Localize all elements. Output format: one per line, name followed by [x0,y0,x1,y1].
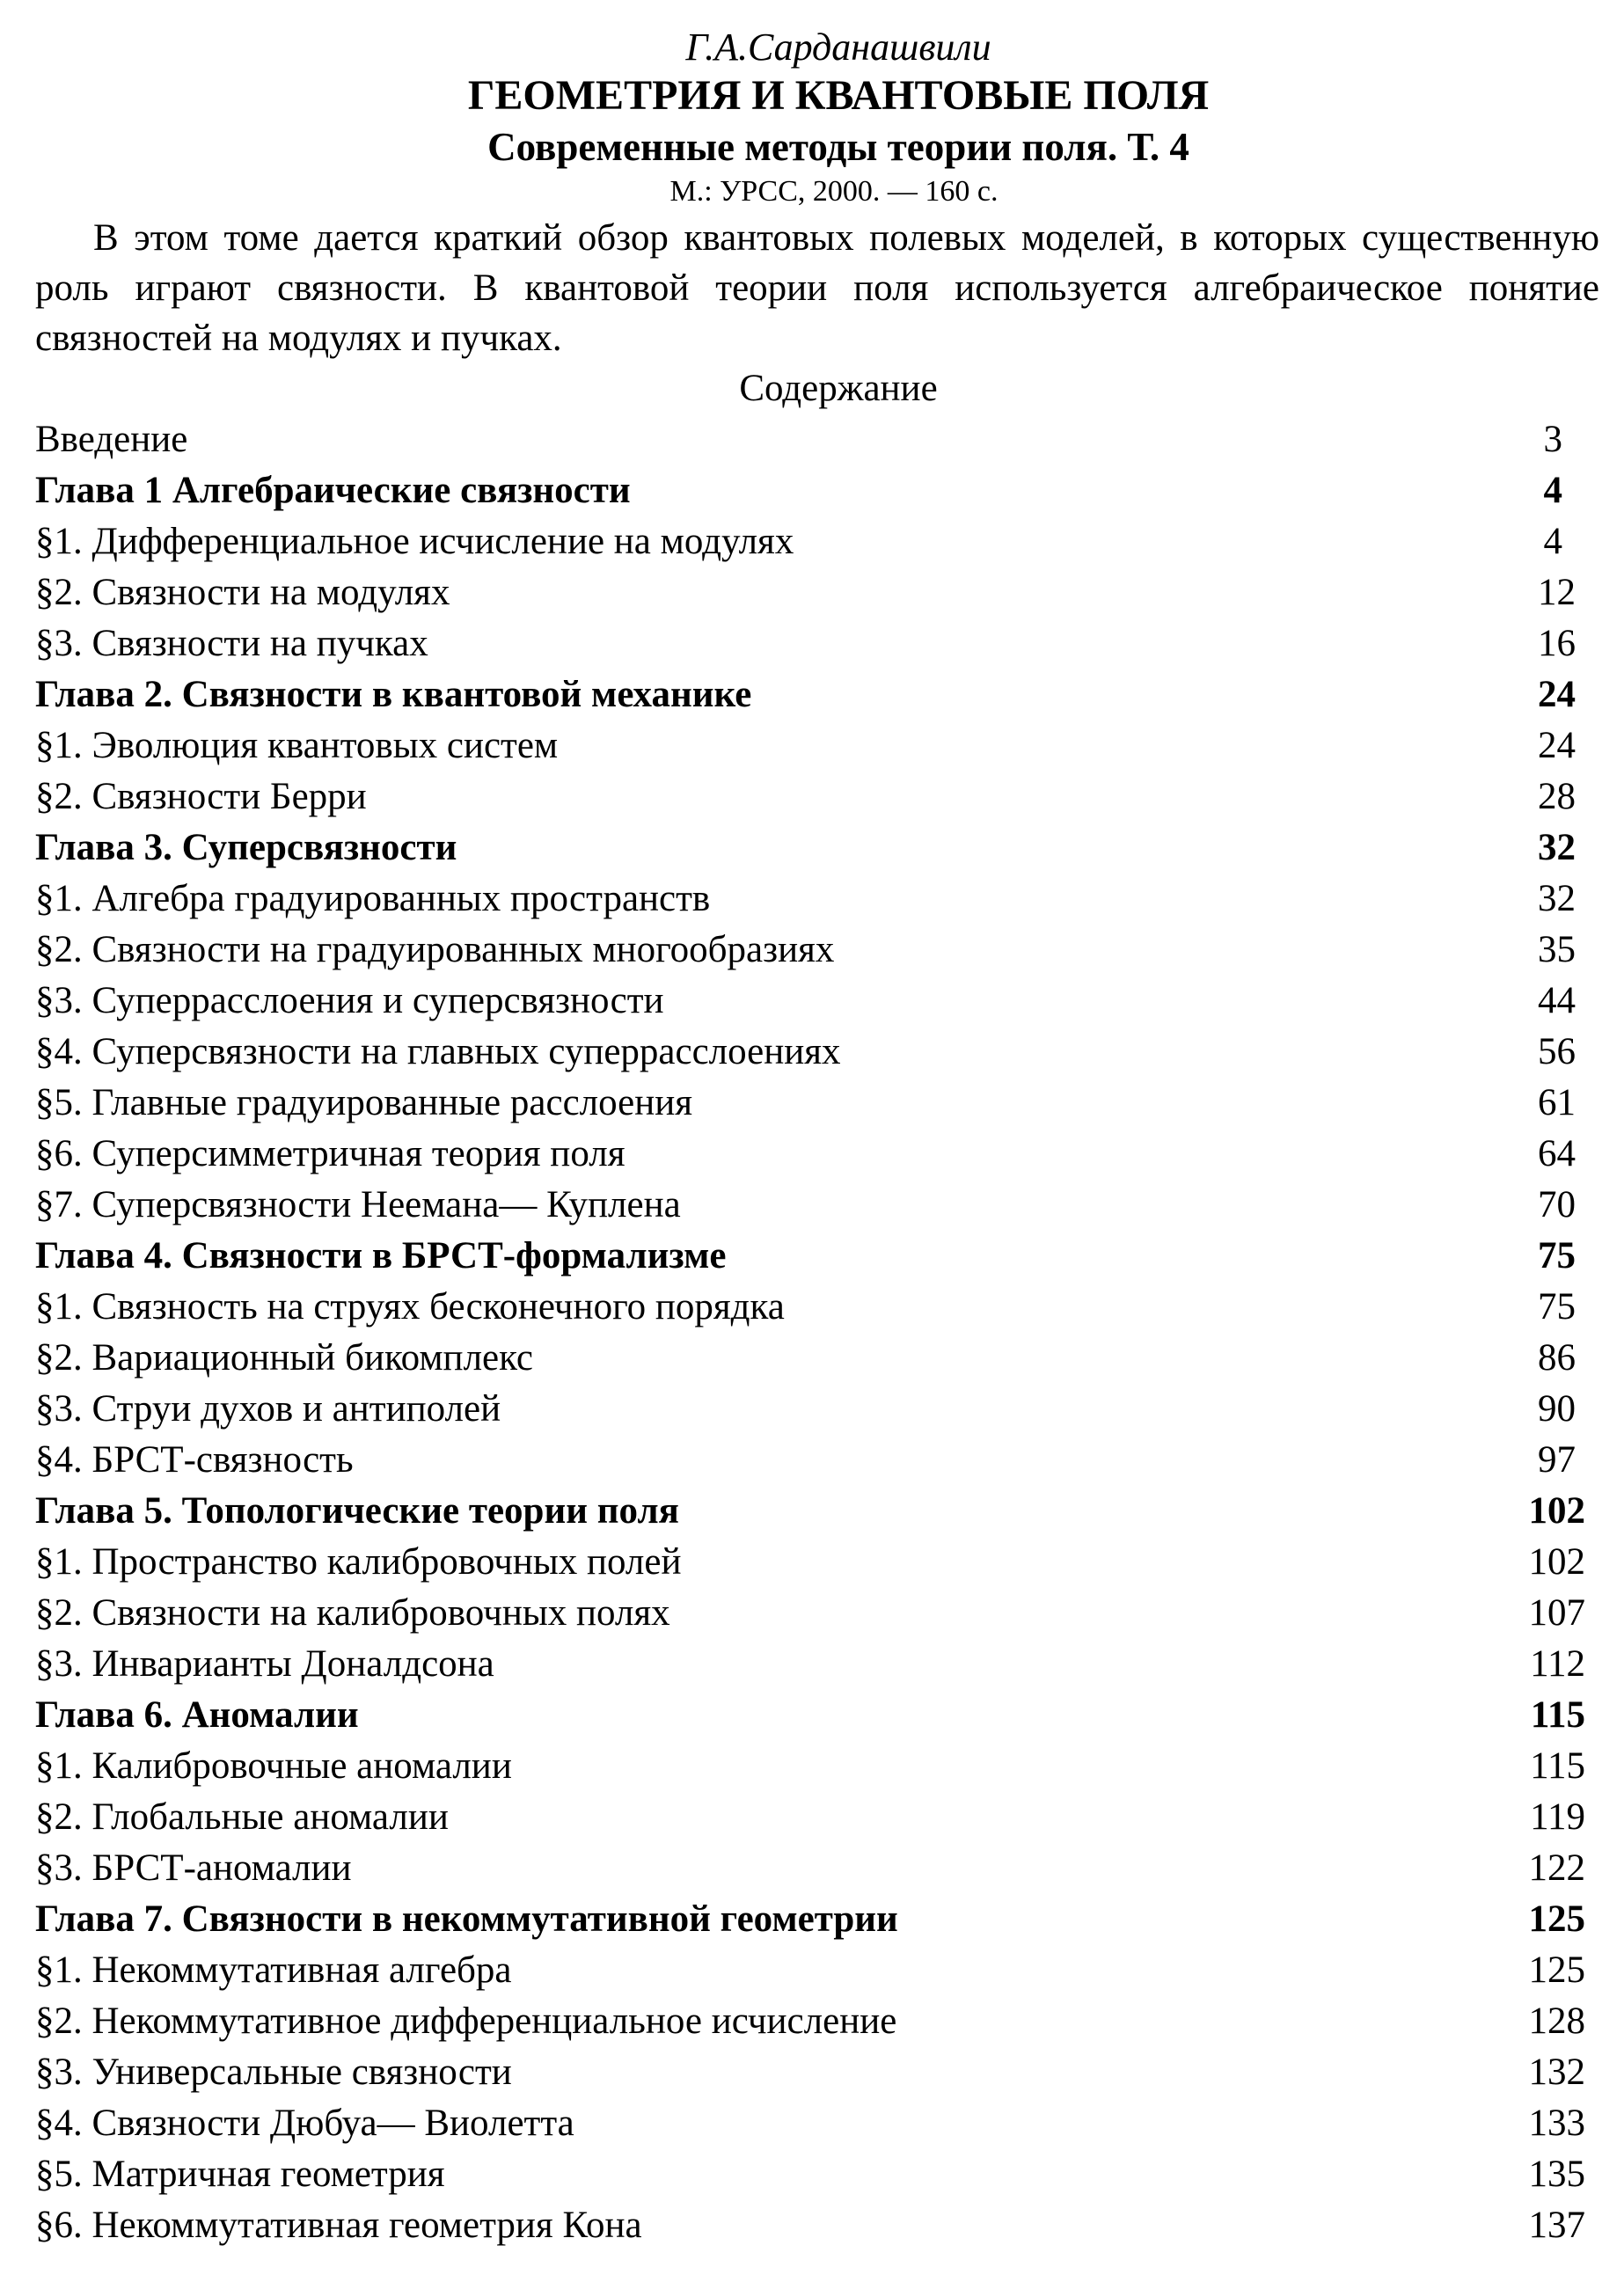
toc-page-number: 4 [1543,521,1562,562]
document-page [35,25,1606,2251]
toc-section-title: §6. Некоммутативная геометрия Кона [35,2205,642,2246]
toc-chapter-row [35,669,1606,720]
toc-section-row [35,2047,1606,2098]
toc-page-number: 115 [1530,1745,1585,1787]
toc-section-row [35,2200,1606,2251]
toc-section-row [35,1027,1606,1078]
toc-page-number: 32 [1538,827,1576,868]
toc-section-row [35,720,1606,772]
toc-section-row [35,925,1606,976]
toc-page-number: 119 [1530,1796,1585,1838]
toc-section-row [35,567,1606,618]
book-subtitle: Современные методы теории поля. Т. 4 [487,125,1189,169]
toc-chapter-row [35,1894,1606,1945]
toc-chapter-title: Глава 6. Аномалии [35,1694,359,1736]
toc-page-number: 44 [1538,980,1576,1021]
toc-section-title: Введение [35,419,188,460]
toc-page-number: 56 [1538,1031,1576,1072]
toc-page-number: 135 [1528,2154,1585,2195]
toc-page-number: 125 [1528,1898,1585,1940]
toc-section-row [35,1537,1606,1588]
toc-section-row [35,772,1606,823]
toc-page-number: 115 [1530,1694,1585,1736]
toc-section-title: §2. Связности на градуированных многообразиях [35,929,835,970]
toc-chapter-title: Глава 7. Связности в некоммутативной геометрии [35,1898,898,1940]
toc-section-row [35,2098,1606,2149]
toc-chapter-row [35,823,1606,874]
toc-page-number: 97 [1538,1439,1576,1481]
toc-section-title: §1. Связность на струях бесконечного порядка [35,1286,785,1328]
toc-section-row [35,1945,1606,1996]
toc-chapter-row [35,465,1606,516]
toc-chapter-row [35,1486,1606,1537]
toc-section-row [35,1996,1606,2047]
toc-page-number: 35 [1538,929,1576,970]
toc-section-row [35,1792,1606,1843]
toc-section-title: §1. Некоммутативная алгебра [35,1949,512,1991]
toc-page-number: 102 [1528,1490,1585,1532]
toc-section-row [35,1129,1606,1180]
toc-section-title: §5. Матричная геометрия [35,2154,445,2195]
toc-section-title: §3. Связности на пучках [35,623,428,664]
toc-page-number: 122 [1528,1847,1585,1889]
toc-section-title: §2. Связности на калибровочных полях [35,1592,670,1634]
toc-section-title: §4. Суперсвязности на главных суперрасслоениях [35,1031,841,1072]
toc-page-number: 128 [1528,2000,1585,2042]
toc-page-number: 61 [1538,1082,1576,1123]
toc-section-title: §5. Главные градуированные расслоения [35,1082,693,1123]
toc-section-row [35,618,1606,669]
toc-page-number: 86 [1538,1337,1576,1379]
toc-page-number: 137 [1528,2205,1585,2246]
toc-section-row [35,1843,1606,1894]
toc-page-number: 4 [1543,470,1562,511]
toc-section-title: §1. Эволюция квантовых систем [35,725,559,766]
toc-page-number: 107 [1528,1592,1585,1634]
toc-section-row [35,1333,1606,1384]
table-of-contents [35,414,1606,2251]
publication-info: М.: УРСС, 2000. — 160 с. [669,175,999,208]
toc-section-title: §3. Универсальные связности [35,2052,512,2093]
toc-section-title: §4. БРСТ-связность [35,1439,354,1481]
toc-page-number: 75 [1538,1235,1576,1276]
toc-page-number: 125 [1528,1949,1585,1991]
toc-page-number: 75 [1538,1286,1576,1328]
toc-section-title: §2. Связности Берри [35,776,367,817]
toc-section-row [35,1588,1606,1639]
toc-section-title: §2. Вариационный бикомплекс [35,1337,534,1379]
toc-section-row [35,1741,1606,1792]
toc-section-row [35,874,1606,925]
toc-page-number: 28 [1538,776,1576,817]
toc-chapter-row [35,1690,1606,1741]
toc-section-row [35,1180,1606,1231]
toc-section-row [35,1384,1606,1435]
toc-page-number: 132 [1528,2052,1585,2093]
toc-section-title: §1. Пространство калибровочных полей [35,1541,682,1583]
toc-page-number: 12 [1538,572,1576,613]
toc-section-title: §1. Калибровочные аномалии [35,1745,512,1787]
toc-page-number: 112 [1530,1643,1585,1685]
toc-page-number: 16 [1538,623,1576,664]
toc-section-title: §2. Связности на модулях [35,572,450,613]
toc-chapter-title: Глава 3. Суперсвязности [35,827,457,868]
toc-section-title: §2. Некоммутативное дифференциальное исчисление [35,2000,897,2042]
toc-section-title: §1. Дифференциальное исчисление на модулях [35,521,794,562]
toc-section-row [35,414,1606,465]
toc-section-row [35,1435,1606,1486]
toc-section-title: §6. Суперсимметричная теория поля [35,1133,625,1174]
toc-page-number: 24 [1538,725,1576,766]
toc-section-row [35,1282,1606,1333]
abstract-paragraph: В этом томе дается краткий обзор квантовых полевых моделей, в которых существенную роль играют связности. В квантовой теории поля используется алгебраическое понятие связностей на модулях и пучках. [35,217,1599,359]
toc-page-number: 102 [1528,1541,1585,1583]
toc-page-number: 90 [1538,1388,1576,1430]
toc-chapter-title: Глава 1 Алгебраические связности [35,470,631,511]
toc-chapter-title: Глава 2. Связности в квантовой механике [35,674,752,715]
author-name: Г.А.Сарданашвили [685,26,991,69]
toc-section-row [35,516,1606,567]
toc-chapter-title: Глава 4. Связности в БРСТ-формализме [35,1235,727,1276]
toc-chapter-row [35,1231,1606,1282]
book-title: ГЕОМЕТРИЯ И КВАНТОВЫЕ ПОЛЯ [467,72,1210,119]
toc-section-row [35,1078,1606,1129]
toc-page-number: 3 [1543,419,1562,460]
toc-section-title: §3. БРСТ-аномалии [35,1847,352,1889]
toc-section-row [35,976,1606,1027]
toc-page-number: 133 [1528,2103,1585,2144]
toc-page-number: 24 [1538,674,1576,715]
toc-section-title: §7. Суперсвязности Неемана— Куплена [35,1184,681,1225]
toc-section-title: §3. Инварианты Доналдсона [35,1643,494,1685]
toc-section-title: §1. Алгебра градуированных пространств [35,878,711,919]
toc-section-title: §2. Глобальные аномалии [35,1796,449,1838]
toc-section-title: §3. Суперрасслоения и суперсвязности [35,980,664,1021]
toc-section-title: §3. Струи духов и антиполей [35,1388,501,1430]
toc-section-row [35,2149,1606,2200]
toc-heading: Содержание [739,368,938,409]
toc-chapter-title: Глава 5. Топологические теории поля [35,1490,679,1532]
toc-page-number: 70 [1538,1184,1576,1225]
toc-section-title: §4. Связности Дюбуа— Виолетта [35,2103,574,2144]
toc-page-number: 32 [1538,878,1576,919]
toc-page-number: 64 [1538,1133,1576,1174]
toc-section-row [35,1639,1606,1690]
